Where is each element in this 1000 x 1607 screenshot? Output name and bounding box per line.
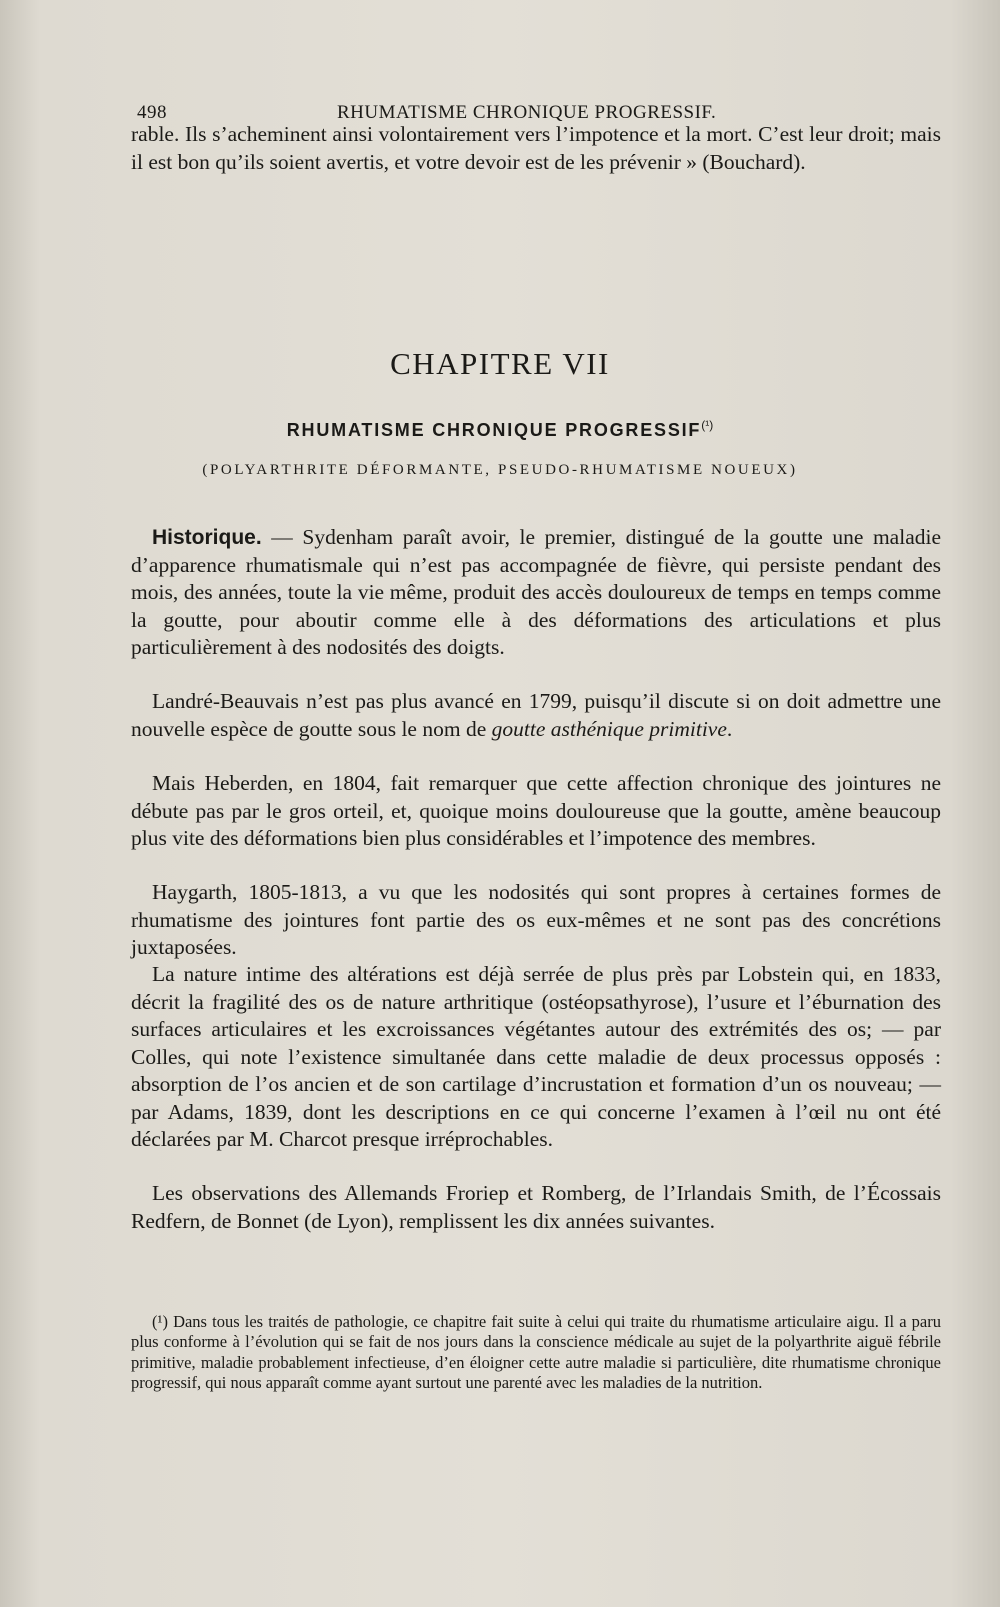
landre-end: . [726,716,733,741]
running-title: RHUMATISME CHRONIQUE PROGRESSIF. [337,102,717,123]
chapter-title [0,418,1000,441]
landre-text: Landré-Beauvais n’est pas plus avancé en 1799, puisqu’il discute si on doit admettre une nouvelle espèce de goutte sous le nom de [131,689,941,741]
page-number: 498 [137,102,167,123]
footnote [131,1312,941,1393]
chapter-number: CHAPITRE VII [390,346,610,381]
allemands-paragraph: Les observations des Allemands Froriep et Romberg, de l’Irlandais Smith, de l’Écossais Redfern, de Bonnet (de Lyon), remplissent les dix années suivantes. [131,1181,941,1233]
landre-paragraph [131,688,941,743]
footnote-marker: (¹) [152,1312,168,1331]
landre-italic-term: goutte asthénique primitive [491,716,727,741]
chapter-subtitle: (POLYARTHRITE DÉFORMANTE, PSEUDO-RHUMATISME NOUEUX) [202,462,798,478]
heberden-paragraph: Mais Heberden, en 1804, fait remarquer que cette affection chronique des jointures ne débute pas par le gros orteil, et, quoique moins douloureuse que la goutte, amène beaucoup plus vite des déformations bien plus considérables et l’impotence des membres. [131,771,941,850]
chapter-footnote-ref: (¹) [701,418,714,432]
historique-text: — Sydenham paraît avoir, le premier, distingué de la goutte une maladie d’apparence rhumatismale qui n’est pas accompagnée de fièvre, qui persiste pendant des mois, des années, toute la vie même, produit des accès douloureux de temps en temps comme la goutte, pour aboutir comme elle à des déformations des articulations et plus particulièrement à des nodosités des doigts. [131,525,941,659]
haygarth-paragraph: Haygarth, 1805-1813, a vu que les nodosités qui sont propres à certaines formes de rhumatisme des jointures font partie des os eux-mêmes et ne sont pas des concrétions juxtaposées. [131,880,941,959]
historique-heading: Historique. [152,526,262,549]
lobstein-paragraph: La nature intime des altérations est déjà serrée de plus près par Lobstein qui, en 1833, décrit la fragilité des os de nature arthritique (ostéopsathyrose), l’usure et l’éburnation des surfaces articulaires et les excroissances végétantes autour des extrémités des os; — par Colles, qui note l’existence simultanée dans cette maladie de deux processus opposés : absorption de l’os ancien et de son cartilage d’incrustation et formation d’un os nouveau; — par Adams, 1839, dont les descriptions en ce qui concerne l’examen à l’œil nu ont été déclarées par M. Charcot presque irréprochables. [131,962,941,1151]
footnote-text: Dans tous les traités de pathologie, ce chapitre fait suite à celui qui traite du rhumatisme articulaire aigu. Il a paru plus conforme à l’évolution qui se fait de nos jours dans la conscience médicale au sujet de la polyarthrite aiguë fébrile primitive, maladie probablement infectieuse, d’en éloigner cette autre maladie si particulière, dite rhumatisme chronique progressif, qui nous apparaît comme ayant surtout une parenté avec les maladies de la nutrition. [131,1312,941,1392]
historique-paragraph [131,524,941,662]
chapter-title-text: RHUMATISME CHRONIQUE PROGRESSIF [286,420,702,440]
opening-paragraph: rable. Ils s’acheminent ainsi volontairement vers l’impotence et la mort. C’est leur droit; mais il est bon qu’ils soient avertis, et votre devoir est de les prévenir » (Bouchard). [131,122,941,174]
